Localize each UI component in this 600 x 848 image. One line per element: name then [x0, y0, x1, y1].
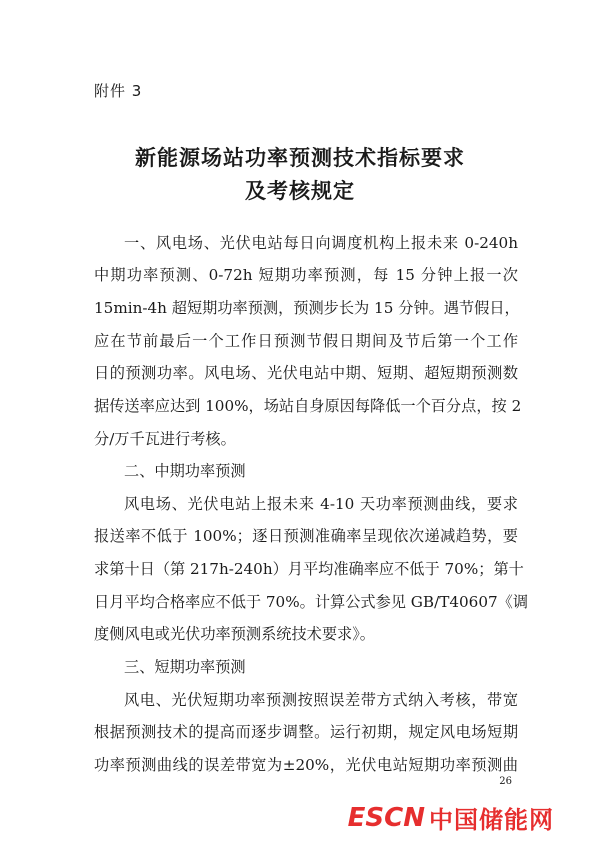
paragraph-line: 风电、光伏短期功率预测按照误差带方式纳入考核，带宽	[124, 691, 518, 709]
page-number: 26	[499, 776, 512, 787]
paragraph-line: 日的预测功率。风电场、光伏电站中期、短期、超短期预测数	[94, 364, 518, 382]
paragraph-line: 功率预测曲线的误差带宽为±20%，光伏电站短期功率预测曲	[94, 756, 518, 774]
paragraph-line: 分/万千瓦进行考核。	[94, 430, 236, 448]
paragraph-line: 求第十日（第 217h-240h）月平均准确率应不低于 70%；第十	[94, 560, 524, 578]
section-heading: 二、中期功率预测	[124, 462, 246, 480]
document-title-line-1: 新能源场站功率预测技术指标要求	[135, 146, 465, 170]
watermark-en: ESCN	[347, 802, 425, 833]
paragraph-line: 日月平均合格率应不低于 70%。计算公式参见 GB/T40607《调	[94, 593, 529, 611]
document-title-line-2: 及考核规定	[245, 179, 355, 203]
attachment-label: 附件 3	[94, 82, 143, 100]
paragraph-line: 中期功率预测、0-72h 短期功率预测，每 15 分钟上报一次	[94, 266, 518, 284]
watermark-cn: 中国储能网	[429, 806, 554, 834]
paragraph-line: 度侧风电或光伏功率预测系统技术要求》。	[94, 625, 375, 643]
escn-watermark-logo	[348, 800, 554, 835]
paragraph-line: 报送率不低于 100%；逐日预测准确率呈现依次递减趋势，要	[94, 527, 518, 545]
section-heading: 三、短期功率预测	[124, 658, 246, 676]
paragraph-line: 一、风电场、光伏电站每日向调度机构上报未来 0-240h	[124, 234, 518, 252]
paragraph-line: 15min-4h 超短期功率预测，预测步长为 15 分钟。遇节假日，	[94, 299, 520, 317]
paragraph-line: 风电场、光伏电站上报未来 4-10 天功率预测曲线，要求	[124, 495, 518, 513]
paragraph-line: 据传送率应达到 100%，场站自身原因每降低一个百分点，按 2	[94, 397, 522, 415]
paragraph-line: 根据预测技术的提高而逐步调整。运行初期，规定风电场短期	[94, 723, 518, 741]
paragraph-line: 应在节前最后一个工作日预测节假日期间及节后第一个工作	[94, 332, 518, 350]
